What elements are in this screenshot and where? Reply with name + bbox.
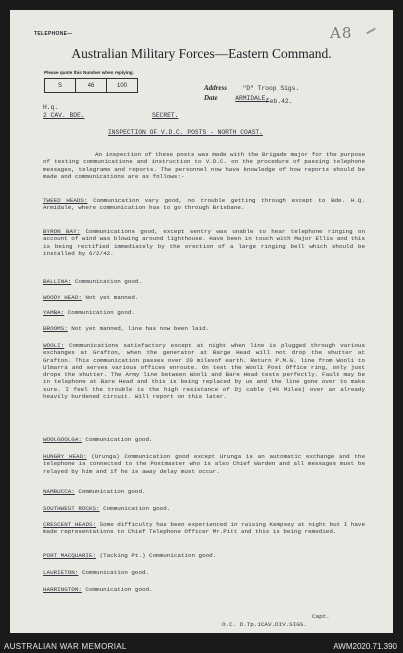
section-woody-head — [43, 294, 365, 301]
footer-accession-number: AWM2020.71.390 — [333, 642, 397, 651]
section-text: Communication good. — [64, 309, 135, 316]
section-heading: BROOMS: — [43, 325, 68, 332]
section-heading: BALLINA: — [43, 278, 72, 285]
section-yamba — [43, 309, 365, 316]
section-heading: WOOLGOOLGA: — [43, 436, 82, 443]
section-text: Communication good. — [81, 586, 153, 593]
section-heading: HUNGRY HEAD: — [43, 453, 87, 460]
section-southwest-rocks — [43, 505, 365, 512]
section-heading: BYRON BAY: — [43, 228, 81, 235]
letterhead-title: Australian Military Forces—Eastern Command. — [71, 46, 332, 61]
section-text: Communications good, except sentry was unable to hear telephone ringing on account of wind was blowing around lighthouse. Have been in touch with Major Ellis and this is being rectified immediately by the erection of a large ringing bell which should be installed by 6/2/42. — [43, 228, 366, 257]
quote-number-note: Please quote this Number when replying. — [44, 70, 134, 75]
ref-box-3: 100 — [116, 82, 127, 89]
section-text: (Urunga) Communication good except Urunga is an automatic exchange and the telephone is connected to the Postmaster who is also Chief Warden and all messages must be relayed by him and if he is away delay must occur. — [43, 453, 365, 475]
section-text: Communication good. — [71, 278, 142, 285]
section-heading: WOOLI: — [43, 342, 65, 349]
reference-number-boxes — [44, 78, 138, 93]
section-heading: YAMBA: — [43, 309, 65, 316]
section-heading: HARRINGTON: — [43, 586, 82, 593]
signature-rank: Capt. — [312, 613, 330, 620]
section-heading: SOUTHWEST ROCKS: — [43, 505, 100, 512]
section-hungry-head — [43, 453, 365, 475]
section-text: Not yet manned. — [81, 294, 139, 301]
handwritten-mark — [366, 28, 376, 35]
section-heading: CRESCENT HEADS: — [43, 521, 97, 528]
section-heading: WOODY HEAD: — [43, 294, 82, 301]
classification: SECRET. — [152, 112, 179, 119]
section-text: Communication good. — [81, 436, 153, 443]
section-text: Communication vary good, no trouble getting through except to Bde. H.Q. Armidale, where communication has to go through Brisbane. — [43, 197, 365, 212]
intro-paragraph: An inspection of these posts was made with the Brigade major for the purpose of testing communications and instruction to V.D.C. on the procedure of passing telephone messages, telegrams and reports. The personnel now have knowledge of how reports should be made and communications are as follows:- — [43, 151, 365, 180]
section-text: Communications satisfactory except at night when line is plugged through various exchanges at Grafton, when the generator at Barge Head will not drop the shutter at Grafton. This communication passes over 20 milesof earth. Return P.M.G. line from Wooli to Ulmarra and serves various offices enroute. On test the Wooli Post Office ring, only just drops the shutter. The Army line between Wooli and Bare Head tests perfectly. Fault may be in telephone at Bare Head and this is being replaced by us and the line gone over to make sure. I feel the trouble is the high resistance of Dj cable (4½ Miles) over an already heavily burdened circuit. Will report on this later. — [43, 342, 365, 401]
section-woolgoolga — [43, 436, 365, 443]
ref-box-1: S — [45, 79, 76, 92]
section-crescent-heads — [43, 521, 365, 536]
section-wooli — [43, 342, 365, 400]
section-nambucca — [43, 488, 365, 495]
section-text: Communication good. — [99, 505, 171, 512]
from-line-2: 2 CAV. BDE. — [43, 112, 85, 119]
section-byron-bay — [43, 228, 365, 257]
section-text: (Tacking Pt.) Communication good. — [96, 552, 217, 559]
section-port-macquarie — [43, 552, 365, 559]
section-heading: LAURIETON: — [43, 569, 79, 576]
section-brooms — [43, 325, 365, 332]
date-line — [204, 87, 269, 105]
date-label: Date — [204, 94, 218, 102]
signature-title: O.C. D.Tp.1CAV.DIV.SIGS. — [222, 621, 307, 628]
section-text: Not yet manned, line has now been laid. — [67, 325, 210, 332]
document-page — [10, 10, 393, 633]
section-ballina — [43, 278, 365, 285]
section-text: Some difficulty has been experienced in raising Kempsey at night but I have made representations to Chief Telephone Officer Mr.Pitt and this is being remedied. — [43, 521, 365, 536]
telephone-label: TELEPHONE— — [34, 31, 73, 37]
section-heading: TWEED HEADS: — [43, 197, 88, 204]
date-place: ARMIDALE. — [235, 95, 270, 102]
section-heading: NAMBUCCA: — [43, 488, 75, 495]
section-tweed-heads — [43, 197, 365, 212]
from-line-1: H.q. — [43, 104, 59, 111]
footer-institution: AUSTRALIAN WAR MEMORIAL — [4, 642, 127, 651]
section-text: Communication good. — [78, 569, 150, 576]
address-label: Address — [204, 84, 227, 92]
handwritten-reference: A8 — [330, 24, 353, 42]
section-laurieton — [43, 569, 365, 576]
address-value: "D" Troop Sigs. — [242, 85, 300, 92]
memo-subject: INSPECTION OF V.D.C. POSTS - NORTH COAST. — [108, 129, 263, 136]
section-text: Communication good. — [74, 488, 146, 495]
date-value: Feb.42. — [266, 98, 293, 105]
section-harrington — [43, 586, 365, 593]
ref-box-2: 46 — [76, 79, 107, 92]
section-heading: PORT MACQUARIE: — [43, 552, 97, 559]
